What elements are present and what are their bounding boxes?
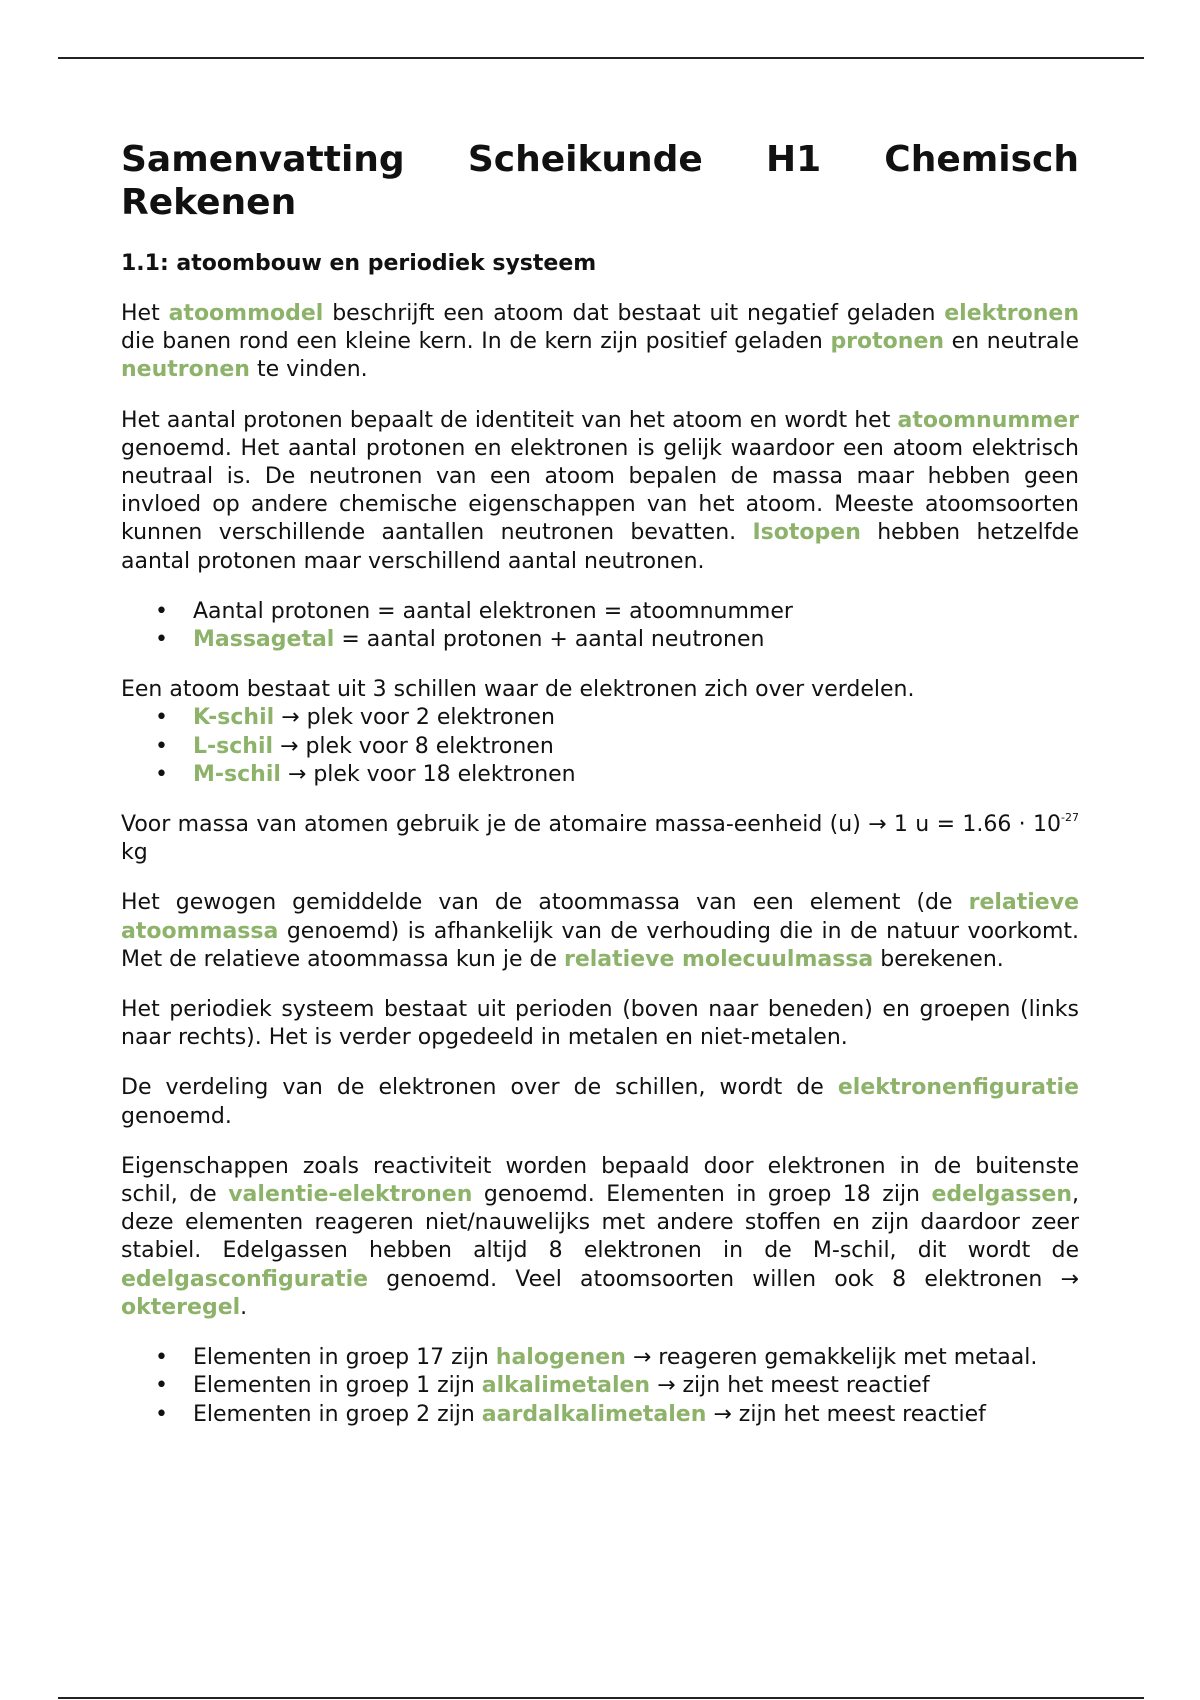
list-item: • K-schil → plek voor 2 elektronen [193,704,1079,732]
term-okteregel: okteregel [121,1294,241,1320]
paragraph-relatieve-massa: Het gewogen gemiddelde van de atoommassa van een element (de relatieve atoommassa genoemd) is afhankelijk van de verhouding die in de natuur voorkomt. Met de relatieve atoommassa kun je de relatieve molecuulmassa berekenen. [121,890,1079,972]
term-neutronen: neutronen [121,357,250,383]
exponent: -27 [1061,811,1079,825]
list-item: • L-schil → plek voor 8 elektronen [193,733,1079,761]
term-relatieve-atoommassa: relatieve atoommassa [121,890,1079,944]
term-protonen: protonen [830,329,945,355]
term-atoomnummer: atoomnummer [897,407,1079,433]
bottom-rule [58,1697,1144,1699]
term-elektronen: elektronen [944,301,1080,326]
document-body [121,138,1079,1429]
paragraph-atoommodel: Het atoommodel beschrijft een atoom dat bestaat uit negatief geladen elektronen die banen rond een kleine kern. In de kern zijn positief geladen protonen en neutrale neutronen te vinden. [121,301,1080,383]
term-k-schil: K-schil [193,705,275,731]
list-item: • Massagetal = aantal protonen + aantal neutronen [193,626,1079,654]
page-title [121,138,1079,224]
term-halogenen: halogenen [495,1345,626,1371]
top-rule [58,57,1144,59]
section-heading: 1.1: atoombouw en periodiek systeem [121,251,597,276]
paragraph-schillen: Een atoom bestaat uit 3 schillen waar de elektronen zich over verdelen. [121,677,915,703]
paragraph-elektronenfiguratie: De verdeling van de elektronen over de schillen, wordt de elektronenfiguratie genoemd. [121,1075,1079,1129]
term-alkalimetalen: alkalimetalen [481,1373,651,1399]
list-item: • Elementen in groep 2 zijn aardalkalimetalen → zijn het meest reactief [193,1401,1079,1429]
term-aardalkalimetalen: aardalkalimetalen [481,1401,707,1427]
list-item: • Aantal protonen = aantal elektronen = atoomnummer [193,598,1079,626]
term-l-schil: L-schil [193,733,274,759]
bullet-list-groepen [121,1344,1079,1429]
page-title-line1: Samenvatting Scheikunde H1 Chemisch [121,139,1079,180]
term-edelgasconfiguratie: edelgasconfiguratie [121,1266,369,1292]
paragraph-massa-eenheid: Voor massa van atomen gebruik je de atomaire massa-eenheid (u) → 1 $u = 1.66 \cdot 10^{-27}$ kg [121,811,1079,866]
paragraph-periodiek-systeem: Het periodiek systeem bestaat uit perioden (boven naar beneden) en groepen (links naar rechts). Het is verder opgedeeld in metalen en niet-metalen. [121,997,1079,1051]
paragraph-valentie: Eigenschappen zoals reactiviteit worden bepaald door elektronen in de buitenste schil, de valentie-elektronen genoemd. Elementen in groep 18 zijn edelgassen, deze elementen reageren niet/nauwelijks met andere stoffen en zijn daardoor zeer stabiel. Edelgassen hebben altijd 8 elektronen in de M-schil, dit wordt de edelgasconfiguratie genoemd. Veel atoomsoorten willen ook 8 elektronen → okteregel. [121,1153,1079,1320]
term-m-schil: M-schil [193,761,281,787]
term-elektronenfiguratie: elektronenfiguratie [837,1075,1079,1101]
page-title-line2: Rekenen [121,182,297,223]
paragraph-atoomnummer: Het aantal protonen bepaalt de identiteit van het atoom en wordt het atoomnummer genoemd. Het aantal protonen en elektronen is gelijk waardoor een atoom elektrisch neutraal is. De neutronen van een atoom bepalen de massa maar hebben geen invloed op andere chemische eigenschappen van het atoom. Meeste atoomsoorten kunnen verschillende aantallen neutronen bevatten. Isotopen hebben hetzelfde aantal protonen maar verschillend aantal neutronen. [121,407,1080,574]
term-relatieve-molecuulmassa: relatieve molecuulmassa [564,946,874,972]
term-valentie-elektronen: valentie-elektronen [228,1182,473,1208]
list-item: • M-schil → plek voor 18 elektronen [193,761,1079,789]
term-isotopen: Isotopen [752,520,861,546]
term-atoommodel: atoommodel [168,301,324,326]
list-item: • Elementen in groep 1 zijn alkalimetalen → zijn het meest reactief [193,1372,1079,1400]
bullet-list-schillen [121,704,1079,789]
term-edelgassen: edelgassen [931,1182,1072,1208]
bullet-list-protonen [121,598,1079,654]
list-item: • Elementen in groep 17 zijn halogenen → reageren gemakkelijk met metaal. [193,1344,1079,1372]
term-massagetal: Massagetal [193,627,335,653]
